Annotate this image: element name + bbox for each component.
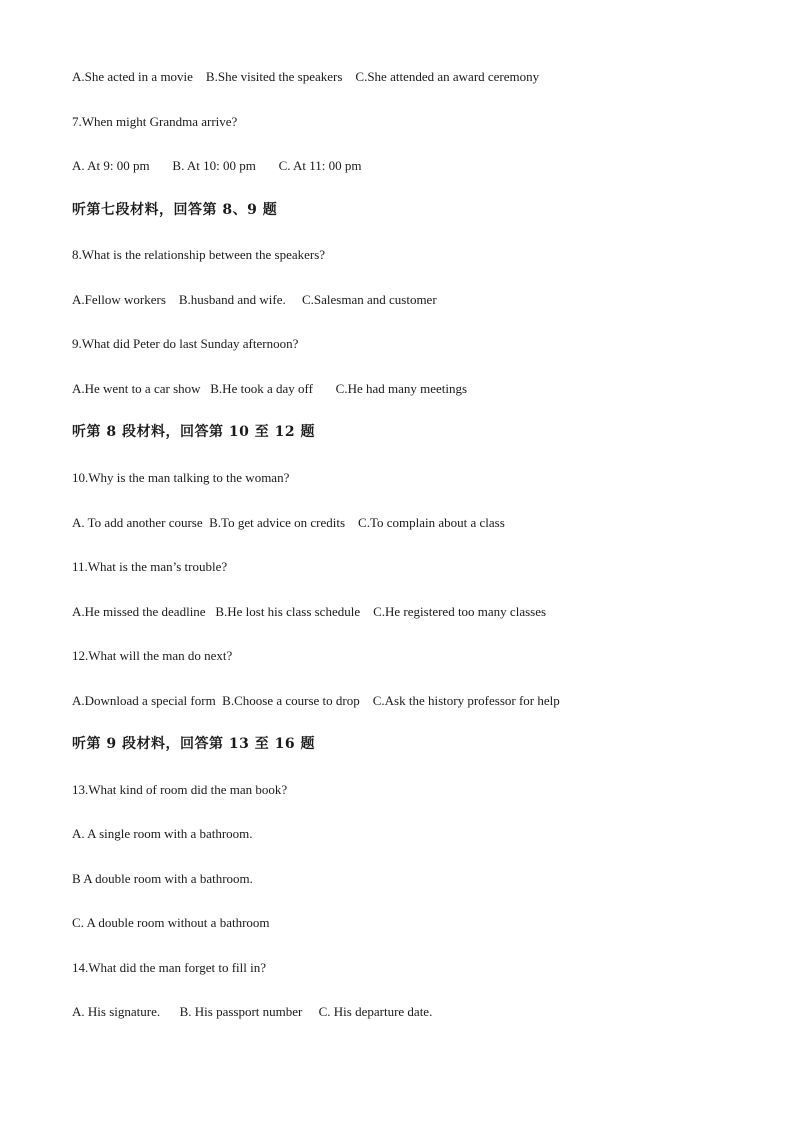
q9-options: A.He went to a car show B.He took a day off C.He had many meetings (72, 381, 468, 396)
q7-options: A. At 9: 00 pm B. At 10: 00 pm C. At 11: 00 pm (72, 158, 362, 173)
q12-options: A.Download a special form B.Choose a course to drop C.Ask the history professor for help (72, 693, 560, 708)
q13-question: 13.What kind of room did the man book? (72, 782, 288, 797)
q11-options: A.He missed the deadline B.He lost his class schedule C.He registered too many classes (72, 604, 547, 619)
section-heading-7: 听第七段材料，回答第 8、9 题 (72, 202, 278, 218)
q13-option-a: A. A single room with a bathroom. (72, 826, 253, 841)
q14-question: 14.What did the man forget to fill in? (72, 960, 266, 975)
q8-question: 8.What is the relationship between the speakers? (72, 247, 326, 262)
q7-question: 7.When might Grandma arrive? (72, 114, 238, 129)
q10-question: 10.Why is the man talking to the woman? (72, 470, 290, 485)
q11-question: 11.What is the man’s trouble? (72, 559, 228, 574)
q10-options: A. To add another course B.To get advice on credits C.To complain about a class (72, 515, 505, 530)
section-heading-9: 听第 9 段材料，回答第 13 至 16 题 (72, 736, 315, 752)
q6-options: A.She acted in a movie B.She visited the speakers C.She attended an award ceremony (72, 69, 540, 84)
q14-options: A. His signature. B. His passport number C. His departure date. (72, 1004, 433, 1019)
q13-option-c: C. A double room without a bathroom (72, 915, 270, 930)
q8-options: A.Fellow workers B.husband and wife. C.Salesman and customer (72, 292, 437, 307)
q13-option-b: B A double room with a bathroom. (72, 871, 253, 886)
q12-question: 12.What will the man do next? (72, 648, 233, 663)
q9-question: 9.What did Peter do last Sunday afternoon? (72, 336, 299, 351)
section-heading-8: 听第 8 段材料，回答第 10 至 12 题 (72, 424, 315, 440)
